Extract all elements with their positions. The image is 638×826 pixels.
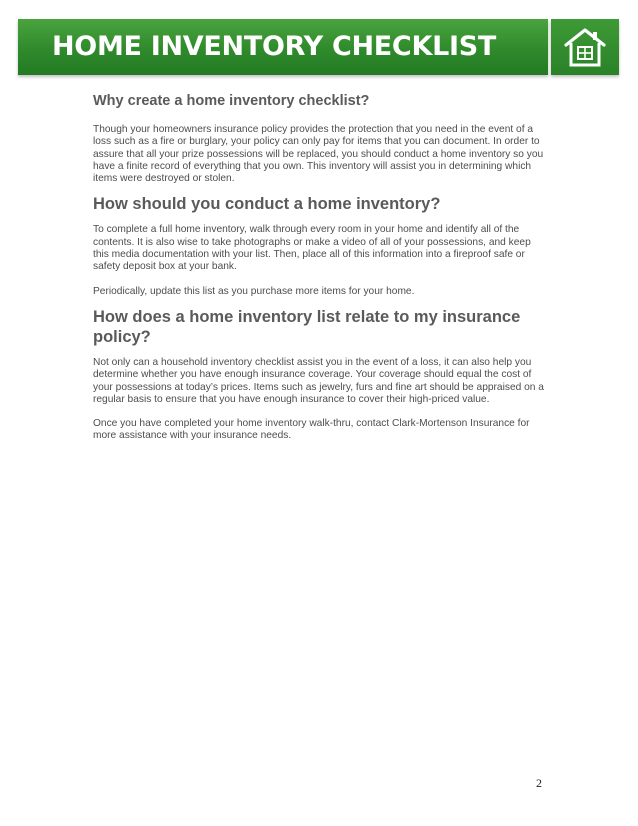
section-how-conduct <box>93 194 548 297</box>
document-body <box>93 92 548 443</box>
page-number: 2 <box>536 776 542 790</box>
paragraph: Though your homeowners insurance policy provides the protection that you need in the event of a loss such as a fire or burglary, your policy can only pay for items that you can document. In order to assure that all your prize possessions will be replaced, you should conduct a home inventory so you have a finite record of everything that you own. This inventory will assist you in determining which items were destroyed or stolen. <box>93 124 544 185</box>
section-why <box>93 92 548 185</box>
paragraph: Not only can a household inventory checklist assist you in the event of a loss, it can also help you determine whether you have enough insurance coverage. Your coverage should equal the cost of your possessions at today’s prices. Items such as jewelry, furs and fine art should be appraised on a regular basis to ensure that you have enough insurance to cover their high-priced value. <box>93 356 544 405</box>
paragraph: Periodically, update this list as you purchase more items for your home. <box>93 285 415 297</box>
section-heading: How should you conduct a home inventory? <box>93 195 441 214</box>
paragraph: Once you have completed your home inventory walk-thru, contact Clark-Mortenson Insurance for more assistance with your insurance needs. <box>93 418 530 442</box>
paragraph: To complete a full home inventory, walk through every room in your home and identify all of the contents. It is also wise to take photographs or make a video of all of your possessions, and keep this media documentation with your list. Then, place all of this information into a fireproof safe or safety deposit box at your bank. <box>93 224 531 273</box>
page-title: HOME INVENTORY CHECKLIST <box>52 31 496 62</box>
section-heading: How does a home inventory list relate to my insurance policy? <box>93 307 521 346</box>
logo <box>551 19 619 75</box>
section-heading: Why create a home inventory checklist? <box>93 93 370 109</box>
house-icon <box>563 25 607 69</box>
header-banner <box>18 19 548 75</box>
section-insurance-relation <box>93 307 548 443</box>
